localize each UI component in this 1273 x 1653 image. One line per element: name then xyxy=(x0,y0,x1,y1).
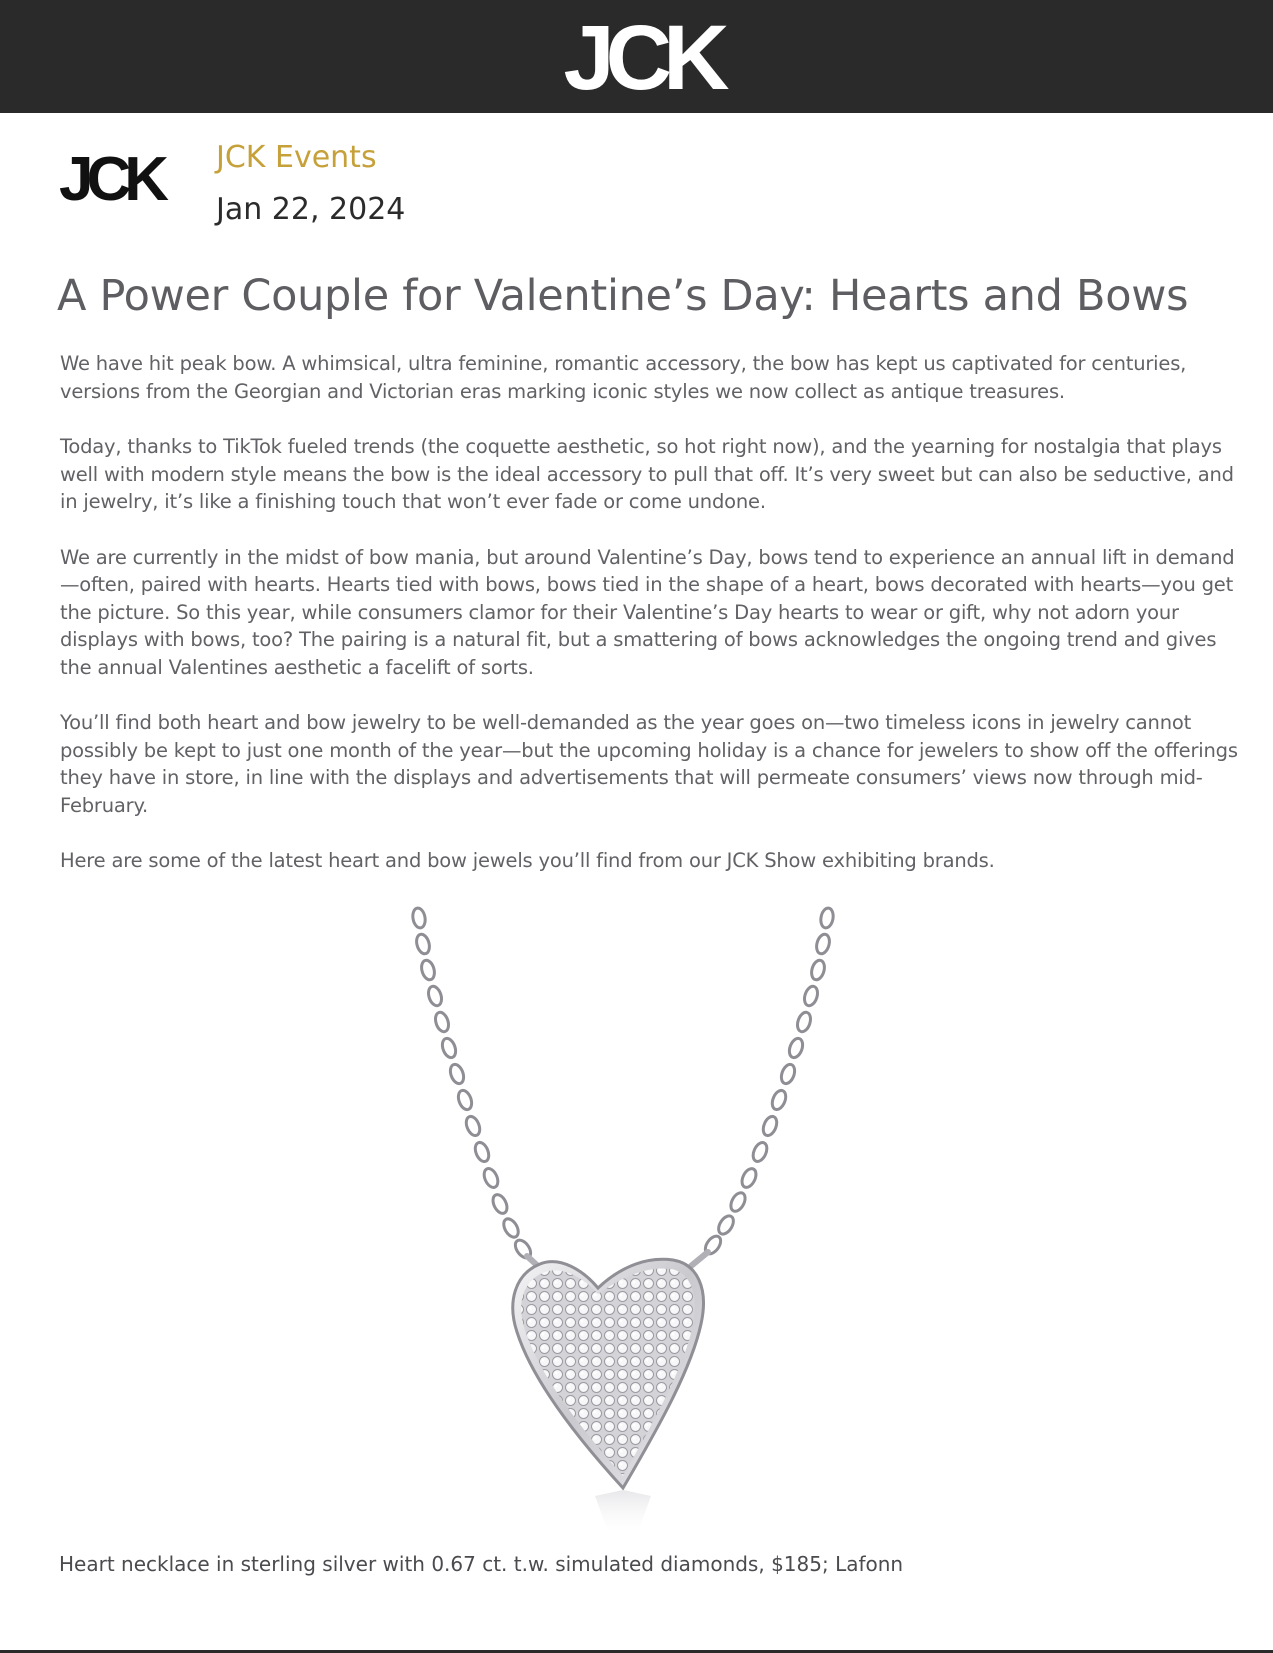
article-paragraph: Today, thanks to TikTok fueled trends (the coquette aesthetic, so hot right now), and the yearning for nostalgia that plays well with modern style means the bow is the ideal accessory to pull that off. It’s very sweet but can also be seductive, and in jewelry, it’s like a finishing touch that won’t ever fade or come undone. xyxy=(60,435,1234,513)
article-title: A Power Couple for Valentine’s Day: Hearts and Bows xyxy=(57,271,1189,321)
image-caption: Heart necklace in sterling silver with 0.67 ct. t.w. simulated diamonds, $185; Lafonn xyxy=(59,1552,904,1576)
heart-necklace-image xyxy=(395,900,855,1530)
article-body xyxy=(60,350,1250,903)
site-header xyxy=(0,0,1273,113)
site-logo[interactable]: JCK xyxy=(563,7,721,109)
article-paragraph: You’ll find both heart and bow jewelry to be well-demanded as the year goes on—two timeless icons in jewelry cannot possibly be kept to just one month of the year—but the upcoming holiday is a chance for jewelers to show off the offerings they have in store, in line with the displays and advertisements that will permeate consumers’ views now through mid-February. xyxy=(60,711,1238,817)
article-paragraph: We are currently in the midst of bow mania, but around Valentine’s Day, bows tend to experience an annual lift in demand—often, paired with hearts. Hearts tied with bows, bows tied in the shape of a heart, bows decorated with hearts—you get the picture. So this year, while consumers clamor for their Valentine’s Day hearts to wear or gift, why not adorn your displays with bows, too? The pairing is a natural fit, but a smattering of bows acknowledges the ongoing trend and gives the annual Valentines aesthetic a facelift of sorts. xyxy=(60,545,1235,679)
post-date: Jan 22, 2024 xyxy=(216,192,406,227)
article-paragraph: Here are some of the latest heart and bow jewels you’ll find from our JCK Show exhibiting brands. xyxy=(60,849,995,872)
article-paragraph: We have hit peak bow. A whimsical, ultra feminine, romantic accessory, the bow has kept us captivated for centuries, versions from the Georgian and Victorian eras marking iconic styles we now collect as antique treasures. xyxy=(60,352,1187,403)
author-name[interactable]: JCK Events xyxy=(216,140,377,175)
author-avatar-logo[interactable]: JCK xyxy=(59,145,163,214)
